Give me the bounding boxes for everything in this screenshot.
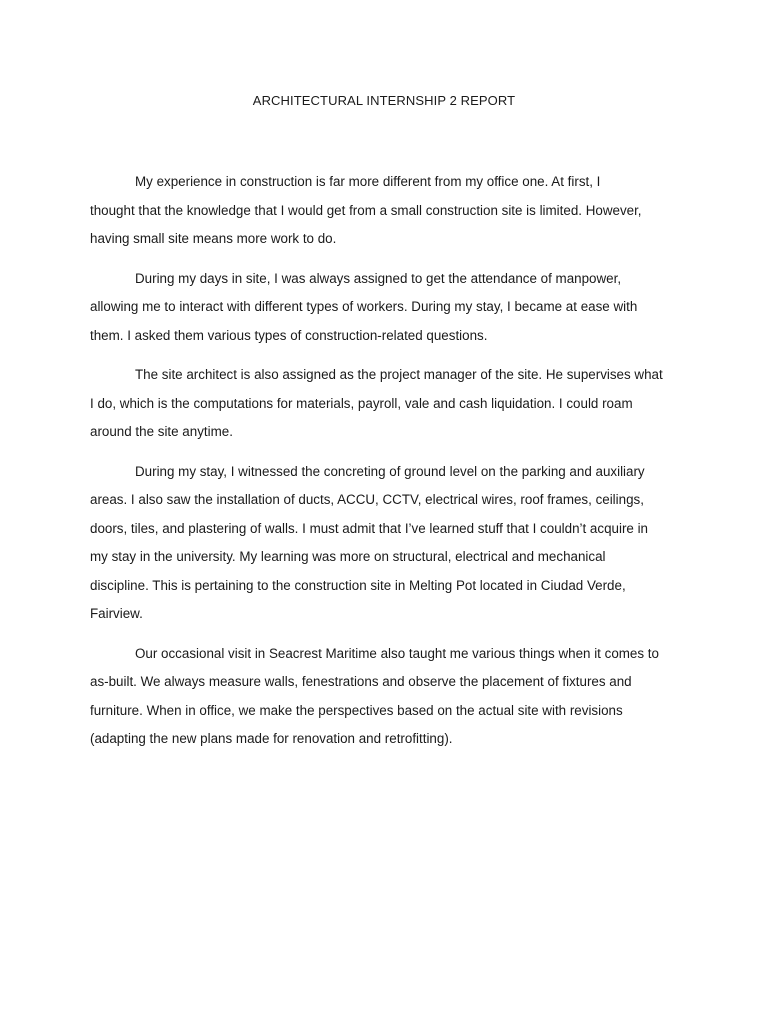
document-title: ARCHITECTURAL INTERNSHIP 2 REPORT: [252, 93, 516, 108]
document-body: [90, 168, 682, 765]
paragraph-3: The site architect is also assigned as the project manager of the site. He supervises what I do, which is the computations for materials, payroll, vale and cash liquidation. I could roam around the site anytime.: [90, 367, 663, 439]
paragraph-5: Our occasional visit in Seacrest Maritime also taught me various things when it comes to as-built. We always measure walls, fenestrations and observe the placement of fixtures and furniture. When in office, we make the perspectives based on the actual site with revisions (adapting the new plans made for renovation and retrofitting).: [90, 645, 659, 746]
paragraph-2: During my days in site, I was always assigned to get the attendance of manpower, allowing me to interact with different types of workers. During my stay, I became at ease with them. I asked them various types of construction-related questions.: [90, 270, 638, 343]
paragraph-1: My experience in construction is far more different from my office one. At first, I thought that the knowledge that I would get from a small construction site is limited. However, having small site means more work to do.: [90, 174, 642, 246]
paragraph-4: During my stay, I witnessed the concreting of ground level on the parking and auxiliary areas. I also saw the installation of ducts, ACCU, CCTV, electrical wires, roof frames, ceilings, doors, tiles, and plastering of walls. I must admit that I’ve learned stuff that I couldn’t acquire in my stay in the university. My learning was more on structural, electrical and mechanical discipline. This is pertaining to the construction site in Melting Pot located in Ciudad Verde, Fairview.: [90, 463, 648, 621]
